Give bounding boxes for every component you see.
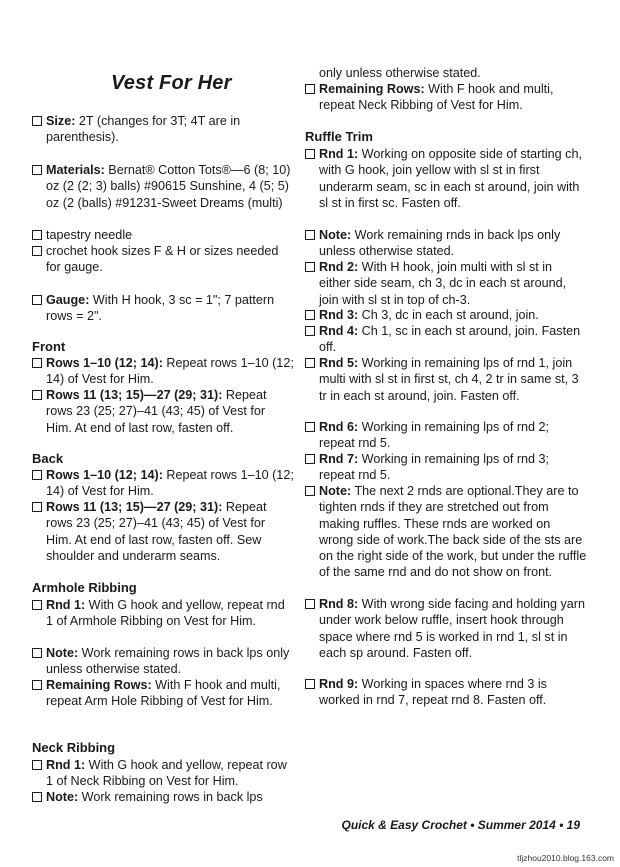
checkbox-icon[interactable] xyxy=(32,600,42,610)
checklist-item: Rnd 4: Ch 1, sc in each st around, join. Fasten off. xyxy=(305,323,587,356)
checklist-item: Remaining Rows: With F hook and multi, repeat Arm Hole Ribbing of Vest for Him. xyxy=(32,677,294,710)
checkbox-icon[interactable] xyxy=(32,470,42,480)
checkbox-icon[interactable] xyxy=(32,760,42,770)
section-heading-front: Front xyxy=(32,339,66,354)
checklist-item: Note: The next 2 rnds are optional.They are to tighten rnds if they are stretched out from making ruffles. These rnds are worked on wrong side of work.The back side of the sts are on the right side of the work, but under the ruffle of the same rnd and do not show on front. xyxy=(305,483,587,581)
checklist-item-size: Size: 2T (changes for 3T; 4T are in parenthesis). xyxy=(32,113,294,146)
checkbox-icon[interactable] xyxy=(32,246,42,256)
section-heading-armhole: Armhole Ribbing xyxy=(32,580,137,595)
checklist-item: Rnd 3: Ch 3, dc in each st around, join. xyxy=(305,307,587,323)
checklist-item: Rnd 6: Working in remaining lps of rnd 2; repeat rnd 5. xyxy=(305,419,587,452)
checkbox-icon[interactable] xyxy=(305,454,315,464)
checkbox-icon[interactable] xyxy=(32,390,42,400)
checklist-item: Rnd 9: Working in spaces where rnd 3 is worked in rnd 7, repeat rnd 8. Fasten off. xyxy=(305,676,587,709)
checkbox-icon[interactable] xyxy=(32,295,42,305)
checklist-item: Rnd 1: Working on opposite side of starting ch, with G hook, join yellow with sl st in first underarm seam, sc in each st around, join with sl st in first sc. Fasten off. xyxy=(305,146,587,211)
checklist-item-hook: crochet hook sizes F & H or sizes needed for gauge. xyxy=(32,243,294,276)
section-heading-neck: Neck Ribbing xyxy=(32,740,116,755)
checklist-item: Note: Work remaining rows in back lps xyxy=(32,789,294,805)
checklist-item-materials: Materials: Bernat® Cotton Tots®—6 (8; 10) oz (2 (2; 3) balls) #90615 Sunshine, 4 (5; 5) oz (2 (balls) #91231-Sweet Dreams (multi) xyxy=(32,162,294,211)
continued-text: only unless otherwise stated. xyxy=(319,66,481,80)
section-heading-ruffle: Ruffle Trim xyxy=(305,129,373,144)
checkbox-icon[interactable] xyxy=(305,230,315,240)
checklist-item: Rows 1–10 (12; 14): Repeat rows 1–10 (12; 14) of Vest for Him. xyxy=(32,467,294,500)
checklist-item: Rows 1–10 (12; 14): Repeat rows 1–10 (12; 14) of Vest for Him. xyxy=(32,355,294,388)
checklist-item: Rnd 2: With H hook, join multi with sl st in either side seam, ch 3, dc in each st around, join with sl st in top of ch-3. xyxy=(305,259,587,308)
page-footer: Quick & Easy Crochet • Summer 2014 • 19 xyxy=(341,818,580,832)
checklist-item: Rnd 7: Working in remaining lps of rnd 3; repeat rnd 5. xyxy=(305,451,587,484)
checkbox-icon[interactable] xyxy=(32,165,42,175)
checklist-item-gauge: Gauge: With H hook, 3 sc = 1"; 7 pattern rows = 2". xyxy=(32,292,294,325)
page-title: Vest For Her xyxy=(111,72,232,94)
checkbox-icon[interactable] xyxy=(32,116,42,126)
checkbox-icon[interactable] xyxy=(305,599,315,609)
checklist-item: Rows 11 (13; 15)—27 (29; 31): Repeat rows 23 (25; 27)–41 (43; 45) of Vest for Him. At end of last row, fasten off. xyxy=(32,387,294,436)
checklist-item: Note: Work remaining rows in back lps only unless otherwise stated. xyxy=(32,645,294,678)
checkbox-icon[interactable] xyxy=(32,792,42,802)
checklist-item: Note: Work remaining rnds in back lps only unless otherwise stated. xyxy=(305,227,587,260)
checklist-item: Remaining Rows: With F hook and multi, repeat Neck Ribbing of Vest for Him. xyxy=(305,81,587,114)
checkbox-icon[interactable] xyxy=(305,310,315,320)
checkbox-icon[interactable] xyxy=(305,422,315,432)
checkbox-icon[interactable] xyxy=(32,648,42,658)
source-watermark: tljzhou2010.blog.163.com xyxy=(517,853,614,863)
checkbox-icon[interactable] xyxy=(305,84,315,94)
checklist-item: Rnd 5: Working in remaining lps of rnd 1, join multi with sl st in first st, ch 4, 2 tr in same st, 3 tr in each st around, join. Fasten off. xyxy=(305,355,587,404)
checklist-item: Rnd 1: With G hook and yellow, repeat row 1 of Neck Ribbing on Vest for Him. xyxy=(32,757,294,790)
checkbox-icon[interactable] xyxy=(305,326,315,336)
checklist-item: Rnd 8: With wrong side facing and holding yarn under work below ruffle, insert hook through space where rnd 5 is worked in rnd 1, sl st in each sp around. Fasten off. xyxy=(305,596,587,661)
checkbox-icon[interactable] xyxy=(305,679,315,689)
checkbox-icon[interactable] xyxy=(305,486,315,496)
checklist-item: Rnd 1: With G hook and yellow, repeat rnd 1 of Armhole Ribbing on Vest for Him. xyxy=(32,597,294,630)
section-heading-back: Back xyxy=(32,451,64,466)
checkbox-icon[interactable] xyxy=(32,502,42,512)
checkbox-icon[interactable] xyxy=(305,262,315,272)
checklist-item: Rows 11 (13; 15)—27 (29; 31): Repeat rows 23 (25; 27)–41 (43; 45) of Vest for Him. At end of last row, fasten off. Sew shoulder and underarm seams. xyxy=(32,499,294,564)
checkbox-icon[interactable] xyxy=(32,230,42,240)
checkbox-icon[interactable] xyxy=(32,680,42,690)
checkbox-icon[interactable] xyxy=(305,358,315,368)
checklist-item-needle: tapestry needle xyxy=(32,227,294,243)
checkbox-icon[interactable] xyxy=(305,149,315,159)
checkbox-icon[interactable] xyxy=(32,358,42,368)
